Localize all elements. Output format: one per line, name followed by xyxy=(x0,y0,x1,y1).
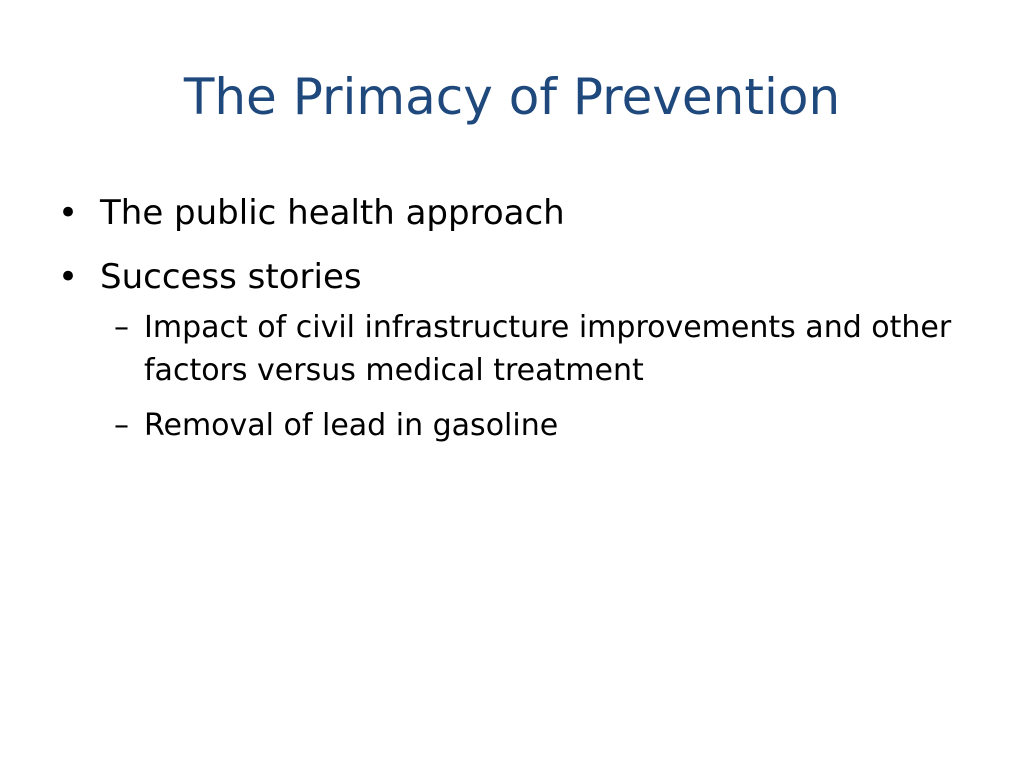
bullet-item xyxy=(58,252,958,302)
slide-title: The Primacy of Prevention xyxy=(183,68,841,126)
sub-bullet-text: Impact of civil infrastructure improvements and other factors versus medical treatment xyxy=(144,310,952,388)
sub-bullet-item xyxy=(114,306,958,392)
bullet-marker: • xyxy=(58,257,79,297)
slide-body xyxy=(58,188,958,459)
sub-bullet-text: Removal of lead in gasoline xyxy=(144,408,559,443)
bullet-text: Success stories xyxy=(100,257,362,297)
bullet-marker: • xyxy=(58,193,79,233)
dash-marker: – xyxy=(114,408,129,443)
dash-marker: – xyxy=(114,310,129,345)
bullet-item xyxy=(58,188,958,238)
sub-bullet-item xyxy=(114,404,958,447)
bullet-text: The public health approach xyxy=(100,193,565,233)
